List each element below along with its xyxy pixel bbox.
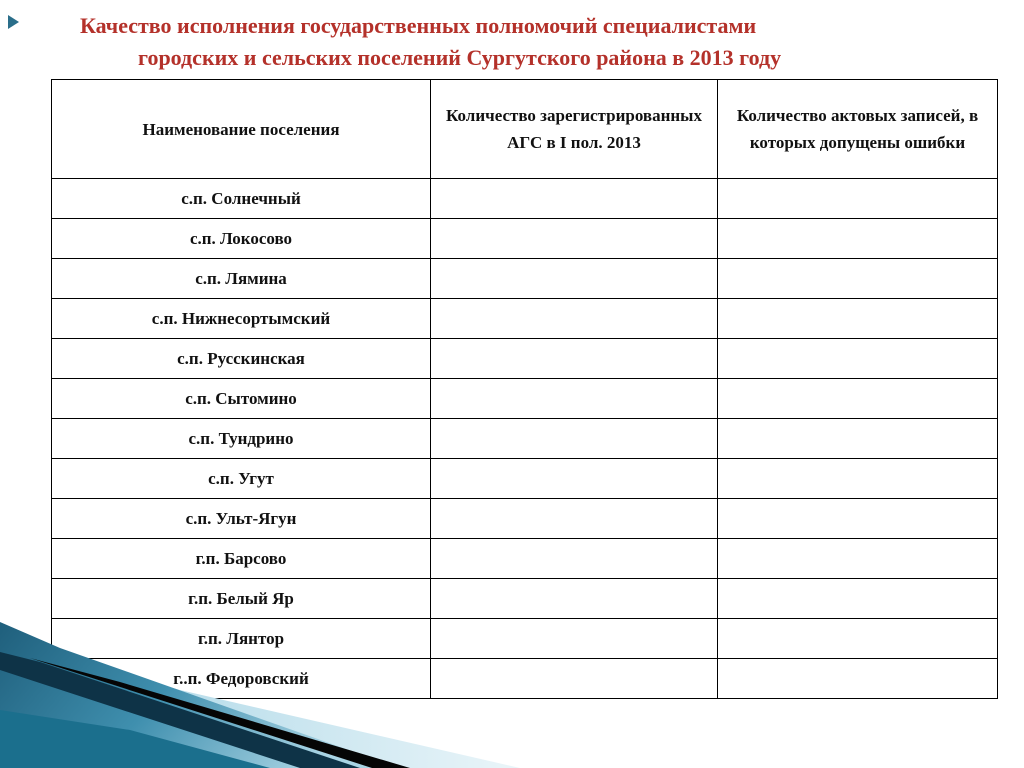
header-error-records-count: Количество актовых записей, в которых допущены ошибки <box>718 80 998 179</box>
error-records-cell <box>718 539 998 579</box>
error-records-cell <box>718 419 998 459</box>
error-records-cell <box>718 219 998 259</box>
settlement-name-cell: г..п. Федоровский <box>52 659 431 699</box>
error-records-cell <box>718 299 998 339</box>
registered-count-cell <box>431 499 718 539</box>
slide-title <box>70 10 1010 74</box>
title-line-2: городских и сельских поселений Сургутского района в 2013 году <box>138 45 782 70</box>
table-row <box>52 299 998 339</box>
table-row <box>52 379 998 419</box>
settlement-name-cell: с.п. Угут <box>52 459 431 499</box>
table-row <box>52 339 998 379</box>
registered-count-cell <box>431 379 718 419</box>
settlement-name-cell: г.п. Лянтор <box>52 619 431 659</box>
title-line-1: Качество исполнения государственных полномочий специалистами <box>80 13 757 38</box>
settlement-name-cell: с.п. Тундрино <box>52 419 431 459</box>
table-row <box>52 419 998 459</box>
header-registered-count: Количество зарегистрированных АГС в I пол. 2013 <box>431 80 718 179</box>
error-records-cell <box>718 499 998 539</box>
settlement-name-cell: г.п. Белый Яр <box>52 579 431 619</box>
registered-count-cell <box>431 339 718 379</box>
settlement-name-cell: с.п. Ульт-Ягун <box>52 499 431 539</box>
table-row <box>52 219 998 259</box>
error-records-cell <box>718 379 998 419</box>
registered-count-cell <box>431 299 718 339</box>
registered-count-cell <box>431 419 718 459</box>
table-row <box>52 259 998 299</box>
table-row <box>52 459 998 499</box>
settlement-name-cell: с.п. Русскинская <box>52 339 431 379</box>
settlement-name-cell: с.п. Локосово <box>52 219 431 259</box>
registered-count-cell <box>431 459 718 499</box>
table-row <box>52 179 998 219</box>
registered-count-cell <box>431 539 718 579</box>
header-settlement-name: Наименование поселения <box>52 80 431 179</box>
table-row <box>52 499 998 539</box>
settlement-name-cell: с.п. Сытомино <box>52 379 431 419</box>
decorative-wave-graphic <box>0 600 1024 768</box>
error-records-cell <box>718 259 998 299</box>
title-bullet-icon <box>8 15 19 29</box>
settlement-name-cell: г.п. Барсово <box>52 539 431 579</box>
registered-count-cell <box>431 259 718 299</box>
error-records-cell <box>718 179 998 219</box>
error-records-cell <box>718 459 998 499</box>
registered-count-cell <box>431 219 718 259</box>
settlement-name-cell: с.п. Солнечный <box>52 179 431 219</box>
table-header-row <box>52 80 998 179</box>
settlement-name-cell: с.п. Нижнесортымский <box>52 299 431 339</box>
table-row <box>52 539 998 579</box>
registered-count-cell <box>431 179 718 219</box>
settlement-name-cell: с.п. Лямина <box>52 259 431 299</box>
error-records-cell <box>718 339 998 379</box>
